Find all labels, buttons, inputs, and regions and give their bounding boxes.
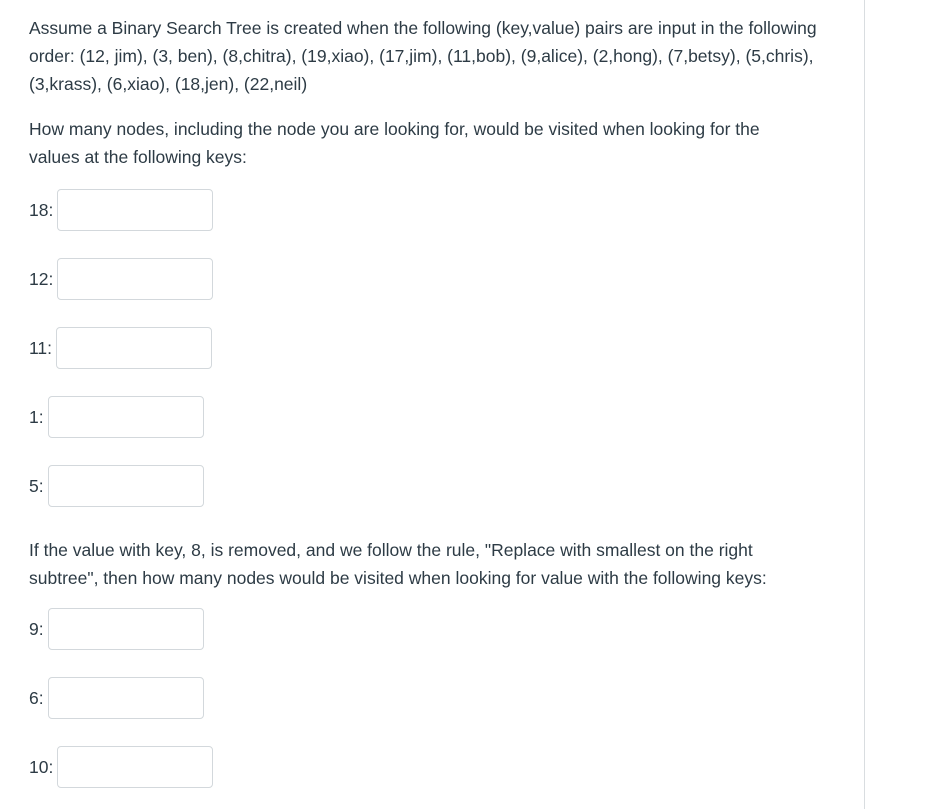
answer-label-18: 18: (29, 200, 54, 220)
intro-text (29, 14, 854, 98)
answer-label-1: 1: (29, 407, 44, 427)
answer-label-6: 6: (29, 688, 44, 708)
answer-label-12: 12: (29, 269, 54, 289)
intro-line-1: Assume a Binary Search Tree is created when the following (key,value) pairs are input in the following (29, 18, 817, 38)
answer-label-11: 11: (29, 338, 53, 358)
question-content (29, 14, 854, 789)
answer-input-11[interactable] (56, 327, 212, 369)
question-2-line-2: subtree", then how many nodes would be visited when looking for value with the following keys: (29, 568, 767, 588)
content-right-border (864, 0, 865, 809)
question-1-line-1: How many nodes, including the node you are looking for, would be visited when looking for the (29, 119, 760, 139)
answer-input-9[interactable] (48, 608, 204, 650)
answer-input-10[interactable] (57, 746, 213, 788)
question-2-line-1: If the value with key, 8, is removed, and we follow the rule, "Replace with smallest on the right (29, 540, 753, 560)
answer-row-11 (29, 326, 854, 370)
answer-row-10 (29, 745, 854, 789)
question-1-line-2: values at the following keys: (29, 147, 247, 167)
answer-input-12[interactable] (57, 258, 213, 300)
answer-row-5 (29, 464, 854, 508)
answer-row-18 (29, 188, 854, 232)
answer-label-9: 9: (29, 619, 44, 639)
answer-label-5: 5: (29, 476, 44, 496)
answer-row-12 (29, 257, 854, 301)
answer-input-1[interactable] (48, 396, 204, 438)
answer-row-6 (29, 676, 854, 720)
intro-line-3: (3,krass), (6,xiao), (18,jen), (22,neil) (29, 74, 308, 94)
answer-row-1 (29, 395, 854, 439)
answer-input-18[interactable] (57, 189, 213, 231)
answer-input-5[interactable] (48, 465, 204, 507)
answer-input-6[interactable] (48, 677, 204, 719)
answer-label-10: 10: (29, 757, 54, 777)
question-1-text (29, 115, 854, 171)
answer-row-9 (29, 607, 854, 651)
intro-line-2: order: (12, jim), (3, ben), (8,chitra), (19,xiao), (17,jim), (11,bob), (9,alice), (2,hong), (7,betsy), (5,chris), (29, 46, 814, 66)
question-2-text (29, 536, 854, 592)
